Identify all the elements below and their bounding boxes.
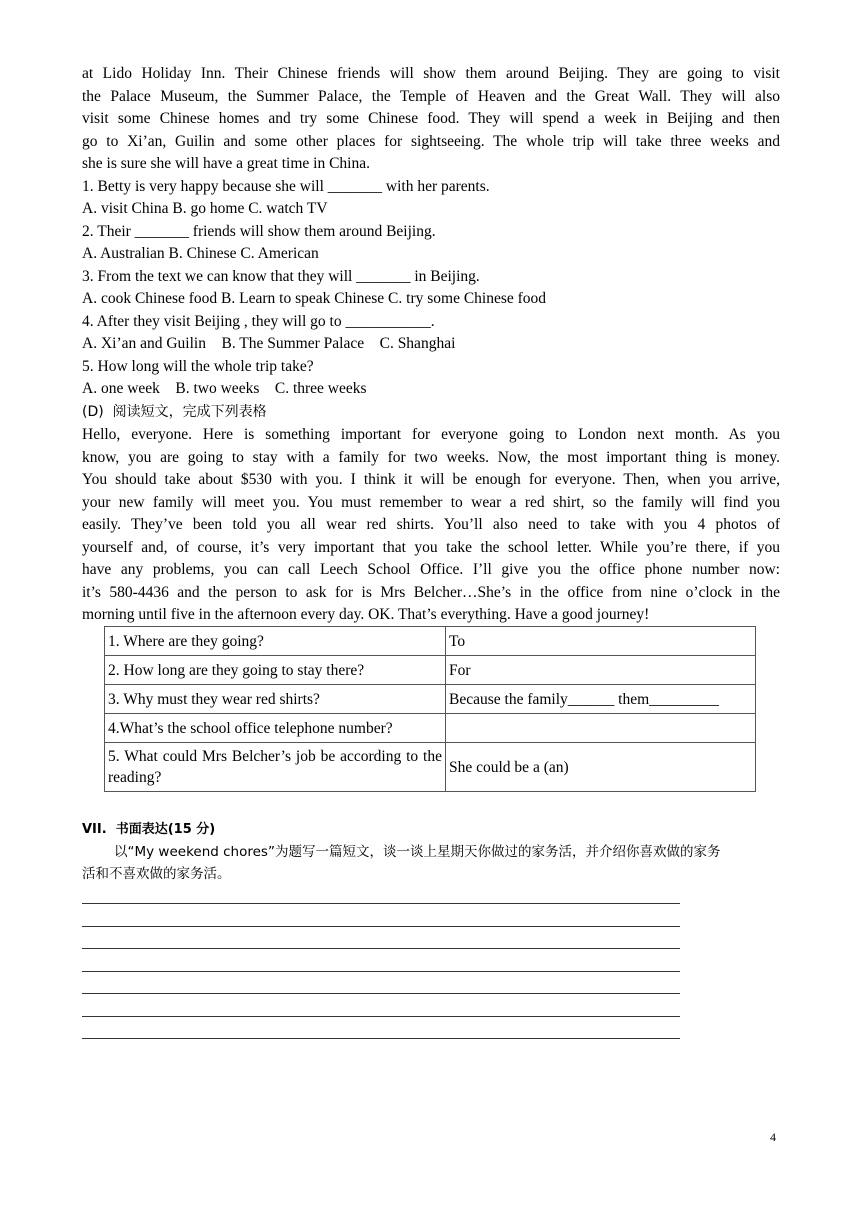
options-3: A. cook Chinese food B. Learn to speak Chinese C. try some Chinese food: [82, 290, 547, 307]
passage-d-line: yourself and, of course, it’s very important that you take the school letter. While you’re there, if you: [82, 538, 780, 556]
passage-d-line: morning until five in the afternoon every day. OK. That’s everything. Have a good journey!: [82, 606, 650, 623]
table-answer-cell: Because the family______ them_________: [446, 685, 756, 714]
passage-d-line: your new family will meet you. You must remember to wear a red shirt, so the family will find you: [82, 493, 780, 511]
table-question: 3. Why must they wear red shirts?: [105, 685, 446, 714]
passage-d-line: You should take about $530 with you. I think it will be enough for everyone. Then, when you arrive,: [82, 471, 780, 488]
passage-d-line: Hello, everyone. Here is something important for everyone going to London next month. As you: [82, 426, 780, 443]
writing-line[interactable]: [82, 1038, 680, 1039]
answer-table: [104, 626, 756, 792]
table-row: [105, 714, 756, 743]
question-1: 1. Betty is very happy because she will _______ with her parents.: [82, 177, 490, 195]
writing-prompt-line: 活和不喜欢做的家务活。: [82, 866, 231, 882]
writing-line[interactable]: [82, 1016, 680, 1017]
options-2: A. Australian B. Chinese C. American: [82, 245, 319, 262]
writing-line[interactable]: [82, 948, 680, 949]
table-question: 4.What’s the school office telephone number?: [105, 714, 446, 743]
passage-d-line: it’s 580-4436 and the person to ask for is Mrs Belcher…She’s in the office from nine o’clock in the: [82, 583, 780, 601]
table-answer-cell: To: [446, 627, 756, 656]
writing-line[interactable]: [82, 903, 680, 904]
passage-c-line: visit some Chinese homes and try some Chinese food. They will spend a week in Beijing and then: [82, 110, 780, 127]
writing-line[interactable]: [82, 926, 680, 927]
table-row: [105, 627, 756, 656]
passage-c-line: go to Xi’an, Guilin and some other places for sightseeing. The whole trip will take three weeks and: [82, 132, 780, 150]
table-question: 2. How long are they going to stay there?: [105, 656, 446, 685]
options-1: A. visit China B. go home C. watch TV: [82, 200, 328, 217]
section-d-title: (D) 阅读短文，完成下列表格: [82, 403, 267, 420]
question-2: 2. Their _______ friends will show them around Beijing.: [82, 222, 436, 240]
writing-line[interactable]: [82, 993, 680, 994]
question-5: 5. How long will the whole trip take?: [82, 357, 314, 375]
passage-d-line: have any problems, you can call Leech School Office. I’ll give you the office phone number now:: [82, 561, 780, 578]
table-row: [105, 743, 756, 792]
table-row: [105, 656, 756, 685]
options-5: A. one week B. two weeks C. three weeks: [82, 380, 367, 397]
passage-d-line: easily. They’ve been told you all wear red shirts. You’ll also need to take with you 4 photos of: [82, 516, 780, 533]
writing-prompt-line: 以“My weekend chores”为题写一篇短文，谈一谈上星期天你做过的家务活，并介绍你喜欢做的家务: [114, 844, 721, 860]
passage-c-line: at Lido Holiday Inn. Their Chinese friends will show them around Beijing. They are going to visit: [82, 65, 780, 82]
table-answer-cell: [446, 714, 756, 743]
passage-c-line: the Palace Museum, the Summer Palace, the Temple of Heaven and the Great Wall. They will also: [82, 87, 780, 105]
writing-heading: VII. 书面表达(15 分): [82, 822, 216, 837]
table-question: 1. Where are they going?: [105, 627, 446, 656]
table-answer-cell: For: [446, 656, 756, 685]
table-question: 5. What could Mrs Belcher’s job be according to the reading?: [105, 743, 446, 792]
question-4: 4. After they visit Beijing , they will go to ___________.: [82, 312, 435, 330]
table-row: [105, 685, 756, 714]
question-3: 3. From the text we can know that they will _______ in Beijing.: [82, 267, 480, 285]
passage-c-line: she is sure she will have a great time in China.: [82, 155, 370, 172]
page-number: 4: [770, 1130, 776, 1144]
passage-d-line: know, you are going to stay with a family for two weeks. Now, the most important thing is money.: [82, 448, 780, 466]
options-4: A. Xi’an and Guilin B. The Summer Palace C. Shanghai: [82, 335, 456, 352]
table-answer-cell: She could be a (an): [446, 743, 756, 792]
writing-line[interactable]: [82, 971, 680, 972]
